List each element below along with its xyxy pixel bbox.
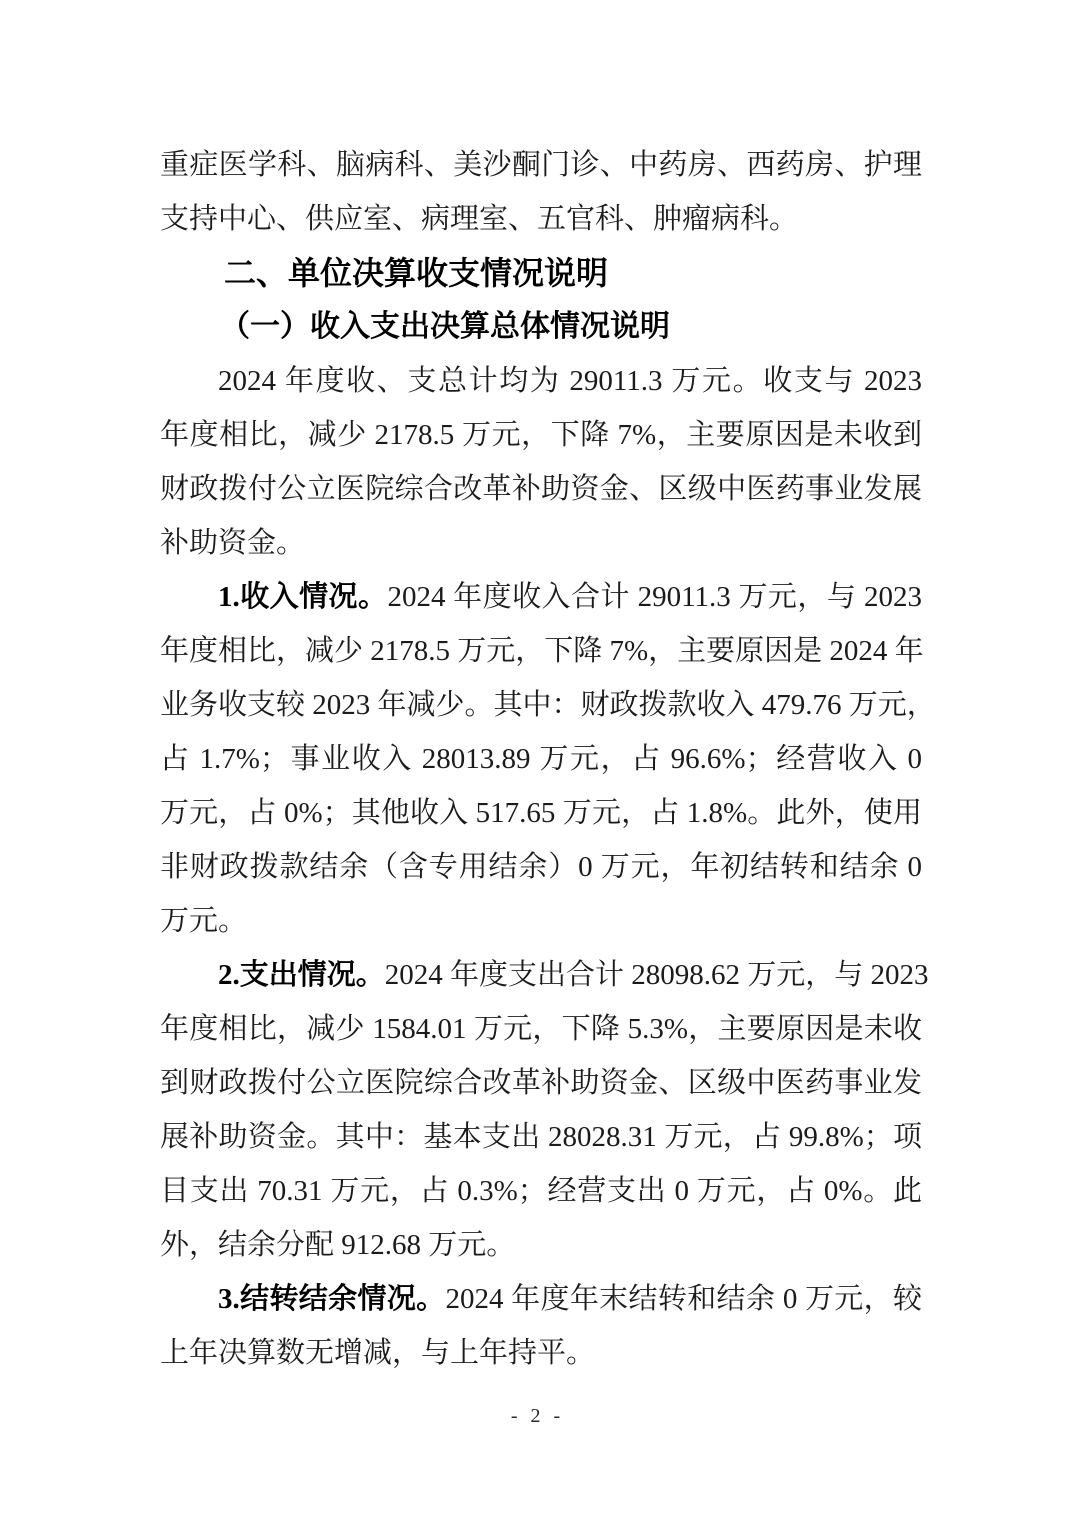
- text-line: 支持中心、供应室、病理室、五官科、肿瘤病科。: [160, 203, 799, 235]
- text-line: 万元，占 0%；其他收入 517.65 万元，占 1.8%。此外，使用: [160, 797, 922, 829]
- text-line: [160, 570, 922, 624]
- paragraph-number-lead: 2.支出情况。: [218, 959, 385, 991]
- text-line: 万元。: [160, 905, 248, 937]
- text-line: 2024 年度收、支总计均为 29011.3 万元。收支与 2023: [218, 365, 922, 397]
- paragraph-text: 2024 年度支出合计 28098.62 万元，与 2023: [384, 959, 929, 991]
- paragraph-text: 2024 年度收入合计 29011.3 万元，与 2023: [387, 581, 922, 613]
- paragraph-number-lead: 3.结转结余情况。: [218, 1283, 446, 1315]
- text-line: 业务收支较 2023 年减少。其中：财政拨款收入 479.76 万元，: [160, 689, 936, 721]
- paragraph-number-lead: 1.收入情况。: [218, 581, 388, 613]
- text-line: 非财政拨款结余（含专用结余）0 万元，年初结转和结余 0: [160, 851, 922, 883]
- text-line: 占 1.7%；事业收入 28013.89 万元，占 96.6%；经营收入 0: [160, 743, 922, 775]
- text-line: 财政拨付公立医院综合改革补助资金、区级中医药事业发展: [160, 473, 922, 505]
- text-line: [160, 1272, 922, 1326]
- text-line: 展补助资金。其中：基本支出 28028.31 万元，占 99.8%；项: [160, 1121, 922, 1153]
- text-line: 到财政拨付公立医院综合改革补助资金、区级中医药事业发: [160, 1067, 922, 1099]
- section-heading: 二、单位决算收支情况说明: [224, 255, 609, 291]
- text-line: 外，结余分配 912.68 万元。: [160, 1229, 516, 1261]
- text-line: 上年决算数无增减，与上年持平。: [160, 1337, 596, 1369]
- paragraph-text: 2024 年度年末结转和结余 0 万元，较: [445, 1283, 922, 1315]
- text-line: 年度相比，减少 2178.5 万元，下降 7%，主要原因是 2024 年: [160, 635, 924, 667]
- subsection-heading: （一）收入支出决算总体情况说明: [220, 310, 670, 343]
- text-line: 补助资金。: [160, 527, 306, 559]
- text-line: [160, 948, 929, 1002]
- document-body: [160, 138, 936, 1380]
- text-line: 重症医学科、脑病科、美沙酮门诊、中药房、西药房、护理: [160, 149, 922, 181]
- text-line: 目支出 70.31 万元，占 0.3%；经营支出 0 万元，占 0%。此: [160, 1175, 922, 1207]
- page-number: - 2 -: [510, 1405, 565, 1427]
- text-line: 年度相比，减少 2178.5 万元，下降 7%，主要原因是未收到: [160, 419, 922, 451]
- text-line: 年度相比，减少 1584.01 万元，下降 5.3%，主要原因是未收: [160, 1013, 922, 1045]
